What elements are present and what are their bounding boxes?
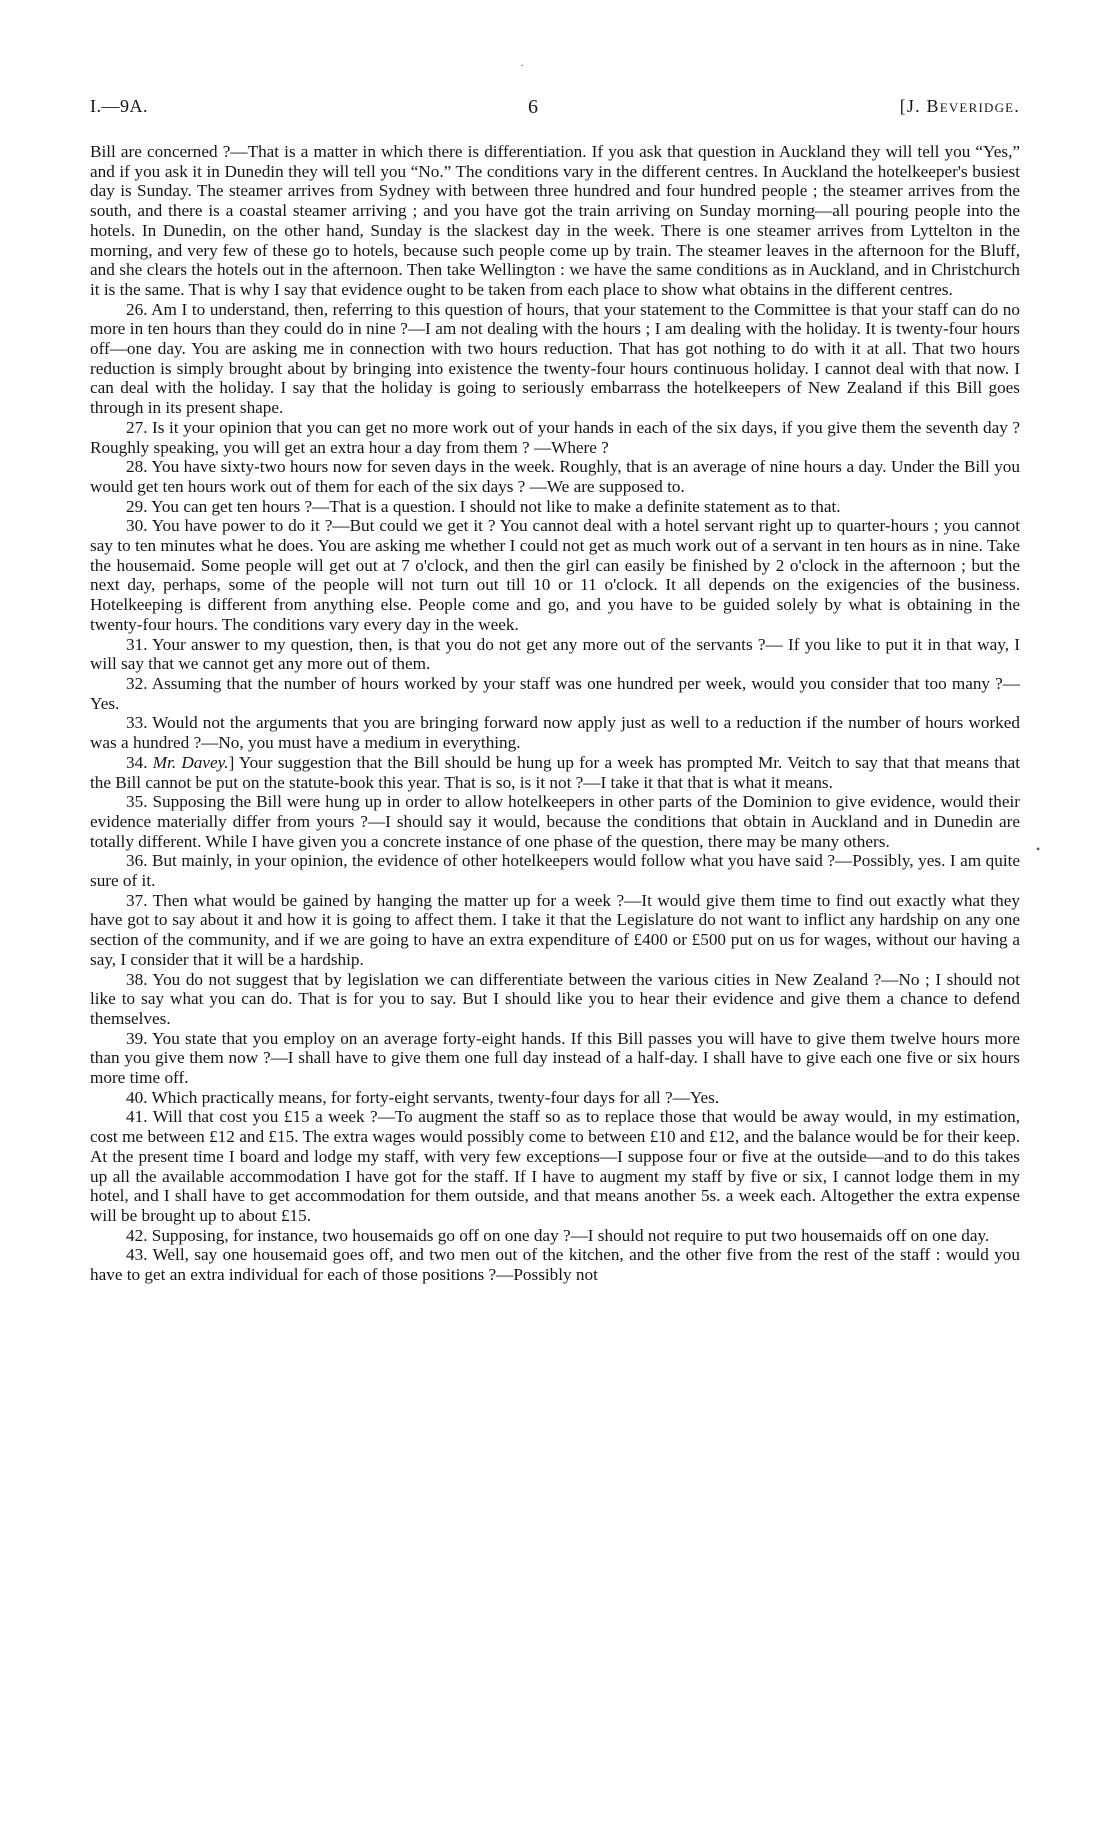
paragraph-38: 38. You do not suggest that by legislation we can differentiate between the various cities in New Zealand ?—No ; I should not like to say what you can do. That is for you to say. But I should like you to hear their evidence and give them a chance to defend themselves.	[90, 969, 1020, 1028]
paragraph-36: 36. But mainly, in your opinion, the evidence of other hotelkeepers would follow what you have said ?—Possibly, yes. I am quite sure of it.	[90, 851, 1020, 891]
document-body	[90, 142, 1020, 1285]
page-header	[90, 96, 1020, 122]
paragraph-41: 41. Will that cost you £15 a week ?—To augment the staff so as to replace those that would be away would, in my estimation, cost me between £12 and £15. The extra wages would possibly come to between £10 and £12, and the balance would be for their keep. At the present time I board and lodge my staff, with very few exceptions—I suppose four or five at the outside—and to do this takes up all the available accommodation I have got for the staff. If I have to augment my staff by five or six, I cannot lodge them in my hotel, and I shall have to get accommodation for them outside, and that means another 5s. a week each. Altogether the extra expense will be brought up to about £15.	[90, 1107, 1020, 1225]
page-speck-top: ·	[520, 58, 524, 72]
paragraph-35: 35. Supposing the Bill were hung up in order to allow hotelkeepers in other parts of the Dominion to give evidence, would their evidence materially differ from yours ?—I should say it would, because the conditions that obtain in Auckland and in Dunedin are totally different. While I have given you a concrete instance of one phase of the question, there may be many others.	[90, 792, 1020, 851]
paragraph-continuation: Bill are concerned ?—That is a matter in which there is differentiation. If you ask that question in Auckland they will tell you “Yes,” and if you ask it in Dunedin they will tell you “No.” The conditions vary in the different centres. In Auckland the hotelkeeper's busiest day is Sunday. The steamer arrives from Sydney with between three hundred and four hundred people ; the steamer arrives from the south, and there is a coastal steamer arriving ; and you have got the train arriving on Sunday morning—all pouring people into the hotels. In Dunedin, on the other hand, Sunday is the slackest day in the week. There is one steamer arrives from Lyttelton in the morning, and very few of these go to hotels, because such people come up by train. The steamer leaves in the afternoon for the Bluff, and she clears the hotels out in the afternoon. Then take Wellington : we have the same conditions as in Auckland, and in Christchurch it is the same. That is why I say that evidence ought to be taken from each place to show what obtains in the different centres.	[90, 142, 1020, 299]
header-reference: I.—9A.	[90, 96, 148, 116]
paragraph-30: 30. You have power to do it ?—But could we get it ? You cannot deal with a hotel servant right up to quarter-hours ; you cannot say to ten minutes what he does. You are asking me whether I could not get as much work out of a servant in ten hours as in nine. Take the housemaid. Some people will get out at 7 o'clock, and then the girl can easily be finished by 2 o'clock in the afternoon ; but the next day, perhaps, some of the people will not turn out till 10 or 11 o'clock. It all depends on the exigencies of the business. Hotelkeeping is different from anything else. People come and go, and you have to be guided solely by what is obtaining in the twenty-four hours. The conditions vary every day in the week.	[90, 516, 1020, 634]
paragraph-37: 37. Then what would be gained by hanging the matter up for a week ?—It would give them time to find out exactly what they have got to say about it and how it is going to affect them. I take it that the Legislature do not want to inflict any hardship on any one section of the community, and if we are going to have an extra expenditure of £400 or £500 put on us for wages, without our having a say, I consider that it will be a hardship.	[90, 890, 1020, 969]
paragraph-26: 26. Am I to understand, then, referring to this question of hours, that your statement to the Committee is that your staff can do no more in ten hours than they could do in nine ?—I am not dealing with the hours ; I am dealing with the holiday. It is twenty-four hours off—one day. You are asking me in connection with two hours reduction. That has got nothing to do with it at all. That two hours reduction is simply brought about by bringing into existence the twenty-four hours continuous holiday. I cannot deal with that now. I can deal with the holiday. I say that the holiday is going to seriously embarrass the hotelkeepers of New Zealand if this Bill goes through in its present shape.	[90, 299, 1020, 418]
paragraph-33: 33. Would not the arguments that you are bringing forward now apply just as well to a reduction if the number of hours worked was a hundred ?—No, you must have a medium in everything.	[90, 713, 1020, 753]
header-witness: [J. Beveridge.	[899, 96, 1020, 116]
page-number: 6	[528, 96, 539, 118]
speaker-name: Mr. Davey.	[152, 752, 229, 772]
document-page	[90, 96, 1020, 1285]
paragraph-31: 31. Your answer to my question, then, is that you do not get any more out of the servants ?— If you like to put it in that way, I will say that we cannot get any more out of them.	[90, 634, 1020, 674]
paragraph-42: 42. Supposing, for instance, two housemaids go off on one day ?—I should not require to put two housemaids off on one day.	[126, 1225, 990, 1245]
paragraph-28: 28. You have sixty-two hours now for seven days in the week. Roughly, that is an average of nine hours a day. Under the Bill you would get ten hours work out of them for each of the six days ? —We are supposed to.	[90, 457, 1020, 496]
paragraph-32: 32. Assuming that the number of hours worked by your staff was one hundred per week, would you consider that too many ?—Yes.	[90, 673, 1020, 713]
paragraph-27: 27. Is it your opinion that you can get no more work out of your hands in each of the six days, if you give them the seventh day ? Roughly speaking, you will get an extra hour a day from them ? —Where ?	[90, 417, 1020, 457]
paragraph-43: 43. Well, say one housemaid goes off, and two men out of the kitchen, and the other five from the rest of the staff : would you have to get an extra individual for each of those positions ?—Possibly not	[90, 1245, 1020, 1285]
page-speck-margin: •	[1036, 842, 1041, 856]
paragraph-39: 39. You state that you employ on an average forty-eight hands. If this Bill passes you will have to give them twelve hours more than you give them now ?—I shall have to give them one full day instead of a half-day. I shall have to give each one five or six hours more time off.	[90, 1028, 1020, 1088]
paragraph-34: 34. Mr. Davey.] Your suggestion that the Bill should be hung up for a week has prompted Mr. Veitch to say that that means that the Bill cannot be put on the statute-book this year. That is so, is it not ?—I take it that that is what it means.	[90, 752, 1021, 792]
paragraph-40: 40. Which practically means, for forty-eight servants, twenty-four days for all ?—Yes.	[126, 1087, 720, 1107]
paragraph-29: 29. You can get ten hours ?—That is a question. I should not like to make a definite statement as to that.	[126, 496, 841, 516]
